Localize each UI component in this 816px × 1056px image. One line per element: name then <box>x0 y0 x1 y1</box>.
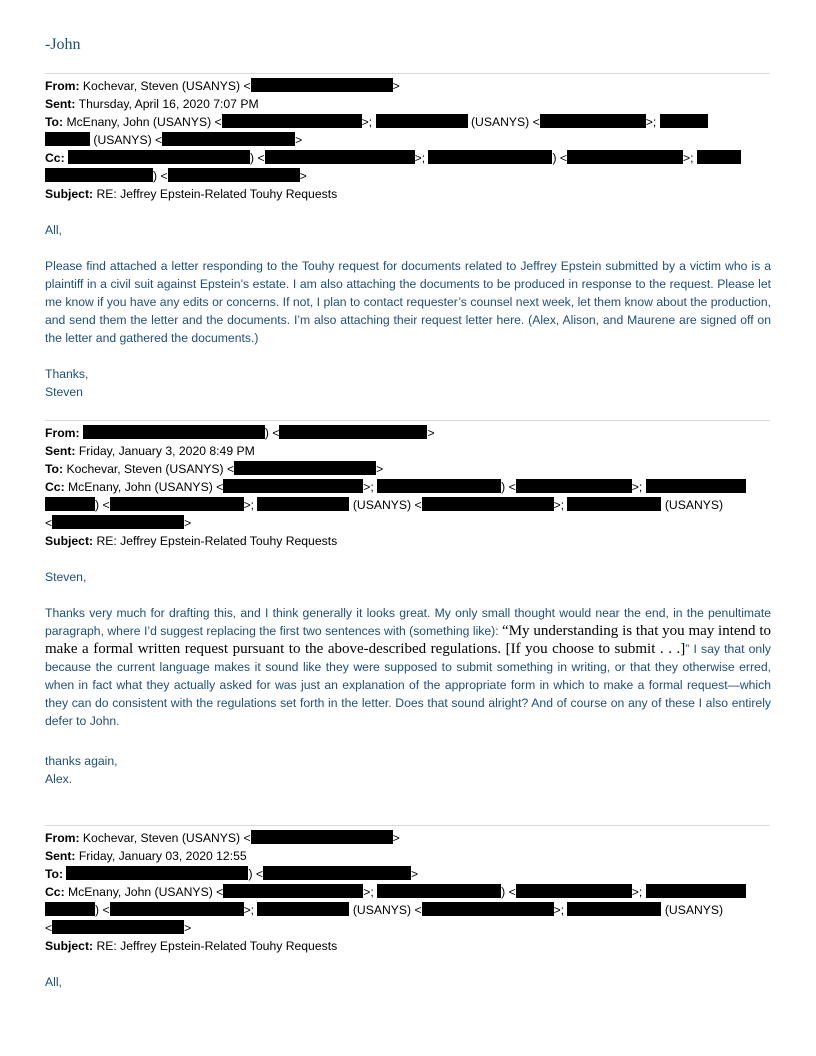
redaction <box>168 168 300 182</box>
from-line: From: ) < > <box>45 426 435 440</box>
cc-line-cont-2: < > <box>45 516 192 530</box>
sent-line <box>45 847 770 865</box>
from-label: From: <box>45 831 80 845</box>
redaction <box>567 150 683 164</box>
email-header-1 <box>45 77 770 203</box>
greeting: All, <box>45 975 62 989</box>
redaction <box>110 497 244 511</box>
subject-line <box>45 532 770 550</box>
cc-line: Cc: McEnany, John (USANYS) < >; ) < >; <box>45 883 770 901</box>
subject-value: RE: Jeffrey Epstein-Related Touhy Requests <box>96 939 338 953</box>
from-label: From: <box>45 79 80 93</box>
cc-label: Cc: <box>45 885 65 899</box>
redaction <box>223 884 363 898</box>
redaction <box>567 497 661 511</box>
sent-label: Sent: <box>45 849 76 863</box>
subject-label: Subject: <box>45 187 94 201</box>
redaction <box>83 425 265 439</box>
to-line: To: McEnany, John (USANYS) < >; (USANYS) < >; <box>45 113 770 131</box>
redaction <box>68 150 250 164</box>
from-name: Kochevar, Steven (USANYS) < <box>82 831 251 845</box>
to-line: To: ) < > <box>45 867 419 881</box>
redaction <box>263 866 411 880</box>
sent-value: Thursday, April 16, 2020 7:07 PM <box>78 97 259 111</box>
cc-name: McEnany, John (USANYS) < <box>68 885 224 899</box>
cc-line: Cc: ) < >; ) < >; <box>45 149 770 167</box>
from-line: From: Kochevar, Steven (USANYS) < > <box>45 79 400 93</box>
to-usanys: (USANYS) < <box>470 115 540 129</box>
to-label: To: <box>45 462 64 476</box>
paragraph-tail: ” I say that only because the current language makes it sound like they were supposed to submit something in writing, or that they otherwise erred, when in fact what they actually asked for was just an explanation of the appropriate form in which to make a formal request—which they can do consistent with the regulations set forth in the letter. Does that sound alright? And of course on any of these I also entirely defer to John. <box>45 642 772 728</box>
redaction <box>52 920 184 934</box>
to-label: To: <box>45 867 64 881</box>
redaction <box>45 132 90 146</box>
signature-steven: Steven <box>45 385 83 399</box>
cc-usanys-2: (USANYS) <box>664 903 724 917</box>
sent-line <box>45 95 770 113</box>
sent-label: Sent: <box>45 444 76 458</box>
subject-value: RE: Jeffrey Epstein-Related Touhy Requests <box>96 187 338 201</box>
redaction <box>516 884 632 898</box>
cc-line-cont: ) < >; (USANYS) < >; (USANYS) <box>45 901 770 919</box>
from-label: From: <box>45 426 80 440</box>
divider-line <box>45 420 770 421</box>
redaction <box>279 425 427 439</box>
message-paragraph <box>45 604 771 730</box>
sent-line <box>45 442 770 460</box>
redaction <box>660 114 708 128</box>
divider-line <box>45 825 770 826</box>
to-line: To: Kochevar, Steven (USANYS) < > <box>45 462 384 476</box>
sent-value: Friday, January 03, 2020 12:55 <box>78 849 247 863</box>
cc-usanys: (USANYS) < <box>352 903 422 917</box>
redaction <box>110 902 244 916</box>
cc-name: McEnany, John (USANYS) < <box>68 480 224 494</box>
to-label: To: <box>45 115 64 129</box>
closing: Thanks, <box>45 367 89 381</box>
redaction <box>222 114 362 128</box>
cc-label: Cc: <box>45 480 65 494</box>
redaction <box>234 461 376 475</box>
greeting: Steven, <box>45 570 87 584</box>
redaction <box>257 902 349 916</box>
redaction <box>428 150 552 164</box>
redaction <box>567 902 661 916</box>
cc-line-cont: ) < > <box>45 167 770 185</box>
redaction <box>52 515 184 529</box>
sent-value: Friday, January 3, 2020 8:49 PM <box>78 444 255 458</box>
cc-line-cont-2: < > <box>45 921 192 935</box>
paragraph-lead: Thanks very much for drafting this, and I think generally it looks great. My only small thought would near the end, in the penultimate paragraph, where I’d suggest replacing the first two sentences with (something like): <box>45 606 771 638</box>
redaction <box>223 479 363 493</box>
email-header-3 <box>45 829 770 955</box>
signature-alex: Alex. <box>45 772 73 786</box>
signature-john: -John <box>45 36 81 53</box>
to-name: Kochevar, Steven (USANYS) < <box>66 462 235 476</box>
redaction <box>516 479 632 493</box>
redaction <box>540 114 646 128</box>
subject-value: RE: Jeffrey Epstein-Related Touhy Requests <box>96 534 338 548</box>
cc-line-cont: ) < >; (USANYS) < >; (USANYS) <box>45 496 770 514</box>
redaction <box>45 497 95 511</box>
cc-line: Cc: McEnany, John (USANYS) < >; ) < >; <box>45 478 770 496</box>
closing: thanks again, <box>45 754 118 768</box>
subject-line <box>45 937 770 955</box>
subject-label: Subject: <box>45 534 94 548</box>
redaction <box>377 884 501 898</box>
redaction <box>257 497 349 511</box>
from-name: Kochevar, Steven (USANYS) < <box>82 79 251 93</box>
redaction <box>422 497 554 511</box>
redaction <box>646 479 746 493</box>
redaction <box>376 114 468 128</box>
redaction <box>45 902 95 916</box>
cc-usanys: (USANYS) < <box>352 498 422 512</box>
quoted-suggestion: “My understanding is that you may intend to make a formal written request pursuant to the above-described regulations. [If you choose to submit . . .] <box>45 623 771 657</box>
divider-line <box>45 73 770 74</box>
redaction <box>66 866 248 880</box>
cc-label: Cc: <box>45 151 65 165</box>
redaction <box>265 150 415 164</box>
redaction <box>45 168 153 182</box>
cc-usanys-2: (USANYS) <box>664 498 724 512</box>
redaction <box>162 132 295 146</box>
redaction <box>251 78 393 92</box>
message-paragraph: Please find attached a letter responding to the Touhy request for documents related to Jeffrey Epstein submitted by a victim who is a plaintiff in a civil suit against Epstein’s estate. I am also attaching the documents to be produced in response to the request. Please let me know if you have any edits or concerns. If not, I plan to contact requester’s counsel next week, let them know about the production, and send them the letter and the documents. I’m also attaching their request letter here. (Alex, Alison, and Maurene are signed off on the letter and gathered the documents.) <box>45 259 771 345</box>
sent-label: Sent: <box>45 97 76 111</box>
email-header-2 <box>45 424 770 550</box>
to-line-cont: (USANYS) < > <box>45 131 770 149</box>
subject-line <box>45 185 770 203</box>
redaction <box>377 479 501 493</box>
to-name: McEnany, John (USANYS) < <box>66 115 222 129</box>
redaction <box>646 884 746 898</box>
to-usanys-2: (USANYS) < <box>93 133 163 147</box>
greeting: All, <box>45 223 62 237</box>
redaction <box>422 902 554 916</box>
redaction <box>697 150 741 164</box>
redaction <box>251 830 393 844</box>
subject-label: Subject: <box>45 939 94 953</box>
from-line: From: Kochevar, Steven (USANYS) < > <box>45 831 400 845</box>
